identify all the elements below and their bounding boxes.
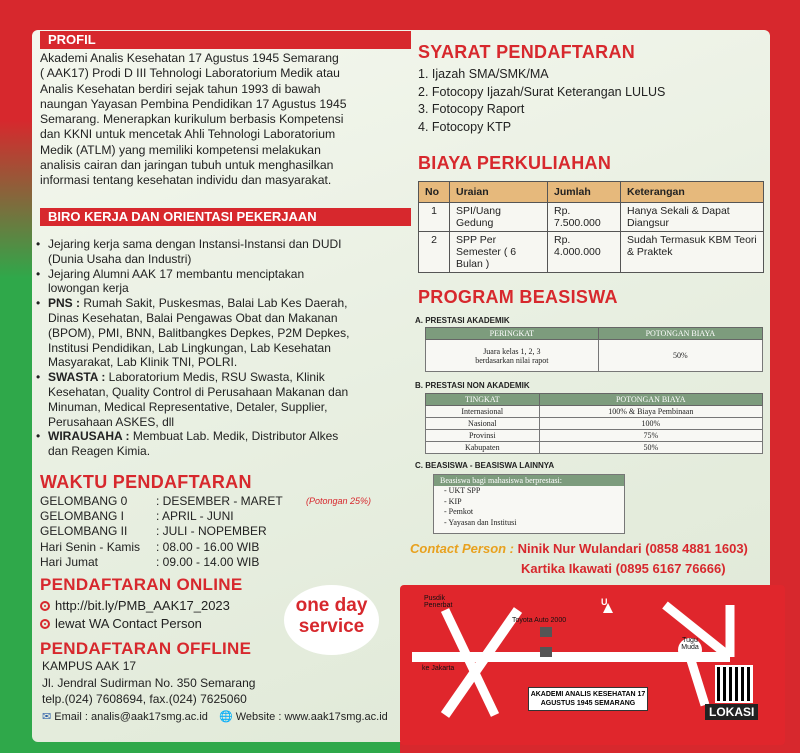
north-icon: U xyxy=(601,597,608,607)
table-row: Nasional 100% xyxy=(426,418,763,430)
one-day-service-badge: one day service xyxy=(284,585,379,655)
profil-text: Akademi Analis Kesehatan 17 Agustus 1945 Semarang ( AAK17) Prodi D III Tehnologi Laboratorium Medik atau Analis Kesehatan berdiri sejak tahun 1993 di bawah naungan Yayasan Pembina Pendidikan 17 Agustus 1945 Semarang. Menerapkan kurikulum berbasis Kompetensi dan KKNI untuk mencetak Ahli Tehnologi Laboratorium Medik (ATLM) yang memiliki kompetensi melakukan analisis cairan dan jaringan tubuh untuk menghasilkan informasi tentang kesehatan individu dan masyarakat. xyxy=(40,51,347,188)
list-item: • WIRAUSAHA : Membuat Lab. Medik, Distributor Alkes dan Reagen Kimia. xyxy=(36,429,386,459)
email-icon: ✉ xyxy=(42,711,52,723)
campus-label: AKADEMI ANALIS KESEHATAN 17 AGUSTUS 1945 SEMARANG xyxy=(528,687,648,711)
link-row xyxy=(40,598,230,613)
prestasi-akademik-title: A. PRESTASI AKADEMIK xyxy=(415,316,510,325)
syarat-heading: SYARAT PENDAFTARAN xyxy=(418,42,636,62)
registration-link[interactable]: http://bit.ly/PMB_AAK17_2023 xyxy=(55,598,230,613)
toyota-label: Toyota Auto 2000 xyxy=(512,617,567,624)
beasiswa-heading: PROGRAM BEASISWA xyxy=(418,287,618,307)
list-item: • Jejaring Alumni AAK 17 membantu menciptakan lowongan kerja xyxy=(36,267,386,297)
prestasi-non-akademik-table: TINGKAT POTONGAN BIAYA Internasional 100% & Biaya Pembinaan Nasional 100% Provinsi 75% Kabupaten 50% xyxy=(425,393,763,454)
jakarta-label: ke Jakarta xyxy=(422,665,455,672)
potongan-note: (Potongan 25%) xyxy=(306,496,372,506)
prestasi-akademik-table: PERINGKAT POTONGAN BIAYA Juara kelas 1, 2, 3 berdasarkan nilai rapot 50% xyxy=(425,327,763,372)
biaya-heading: BIAYA PERKULIAHAN xyxy=(418,153,612,173)
table-row: Internasional 100% & Biaya Pembinaan xyxy=(426,406,763,418)
web-icon: 🌐 xyxy=(218,711,233,723)
table-row: Provinsi 75% xyxy=(426,430,763,442)
biaya-table: No Uraian Jumlah Keterangan 1 SPI/Uang Gedung Rp. 7.500.000 Hanya Sekali & Dapat Diangsur 2 SPP Per Semester ( 6 Bulan ) Rp. 4.000.000 Sudah Termasuk KBM Teori & Praktek xyxy=(418,181,764,273)
wa-row: lewat WA Contact Person xyxy=(40,616,202,631)
table-row: 2 SPP Per Semester ( 6 Bulan ) Rp. 4.000.000 Sudah Termasuk KBM Teori & Praktek xyxy=(419,232,764,273)
online-heading: PENDAFTARAN ONLINE xyxy=(40,575,243,594)
contact-person-2: Kartika Ikawati (0895 6167 76666) xyxy=(521,561,726,576)
profil-heading: PROFIL xyxy=(40,31,411,49)
location-map xyxy=(400,585,785,745)
tugu-label: Tugu Muda xyxy=(681,637,699,651)
email-link[interactable]: Email : analis@aak17smg.ac.id xyxy=(54,711,208,723)
list-item: • Jejaring kerja sama dengan Instansi-Instansi dan DUDI (Dunia Usaha dan Industri) xyxy=(36,237,386,267)
whatsapp-icon xyxy=(40,619,50,629)
table-row: 1 SPI/Uang Gedung Rp. 7.500.000 Hanya Sekali & Dapat Diangsur xyxy=(419,203,764,232)
list-item: • SWASTA : Laboratorium Medis, RSU Swasta, Klinik Kesehatan, Quality Control di Perusahaan Makanan dan Minuman, Medical Representative, Detaler, Supplier, Perusahaan ASKES, dll xyxy=(36,370,386,429)
syarat-list: 1. Ijazah SMA/SMK/MA 2. Fotocopy Ijazah/Surat Keterangan LULUS 3. Fotocopy Raport 4. Fotocopy KTP xyxy=(418,67,666,134)
pusdik-label: Pusdik Penerbat xyxy=(424,595,453,609)
waktu-heading: WAKTU PENDAFTARAN xyxy=(40,472,252,492)
waktu-table: GELOMBANG 0 : DESEMBER - MARET GELOMBANG I : APRIL - JUNI GELOMBANG II : JULI - NOPEMBER Hari Senin - Kamis : 08.00 - 16.00 WIB Hari Jumat : 09.00 - 14.00 WIB xyxy=(40,494,283,569)
lokasi-label: LOKASI xyxy=(705,704,758,720)
website-link[interactable]: Website : www.aak17smg.ac.id xyxy=(235,711,388,723)
qr-code-icon[interactable] xyxy=(715,665,753,703)
biro-list xyxy=(36,237,386,459)
beasiswa-lainnya-title: C. BEASISWA - BEASISWA LAINNYA xyxy=(415,461,555,470)
offline-address: KAMPUS AAK 17 Jl. Jendral Sudirman No. 350 Semarang telp.(024) 7608694, fax.(024) 7625060 xyxy=(42,659,256,706)
link-icon xyxy=(40,601,50,611)
biro-heading: BIRO KERJA DAN ORIENTASI PEKERJAAN xyxy=(40,208,411,226)
prestasi-non-akademik-title: B. PRESTASI NON AKADEMIK xyxy=(415,381,530,390)
offline-heading: PENDAFTARAN OFFLINE xyxy=(40,639,252,658)
beasiswa-lainnya-box: Beasiswa bagi mahasiswa berprestasi: - UKT SPP - KIP - Pemkot - Yayasan dan Institusi xyxy=(433,474,625,534)
list-item: • PNS : Rumah Sakit, Puskesmas, Balai Lab Kes Daerah, Dinas Kesehatan, Balai Pengawas Obat dan Makanan (BPOM), PMI, BNN, Balitbangkes Depkes, P2M Depkes, Institusi Pendidikan, Lab Lingkungan, Lab Kesehatan Masyarakat, Lab Klinik TNI, POLRI. xyxy=(36,296,386,370)
contact-person-1: Contact Person : Ninik Nur Wulandari (0858 4881 1603) xyxy=(410,541,748,556)
table-row: Kabupaten 50% xyxy=(426,442,763,454)
contact-links xyxy=(42,710,388,725)
